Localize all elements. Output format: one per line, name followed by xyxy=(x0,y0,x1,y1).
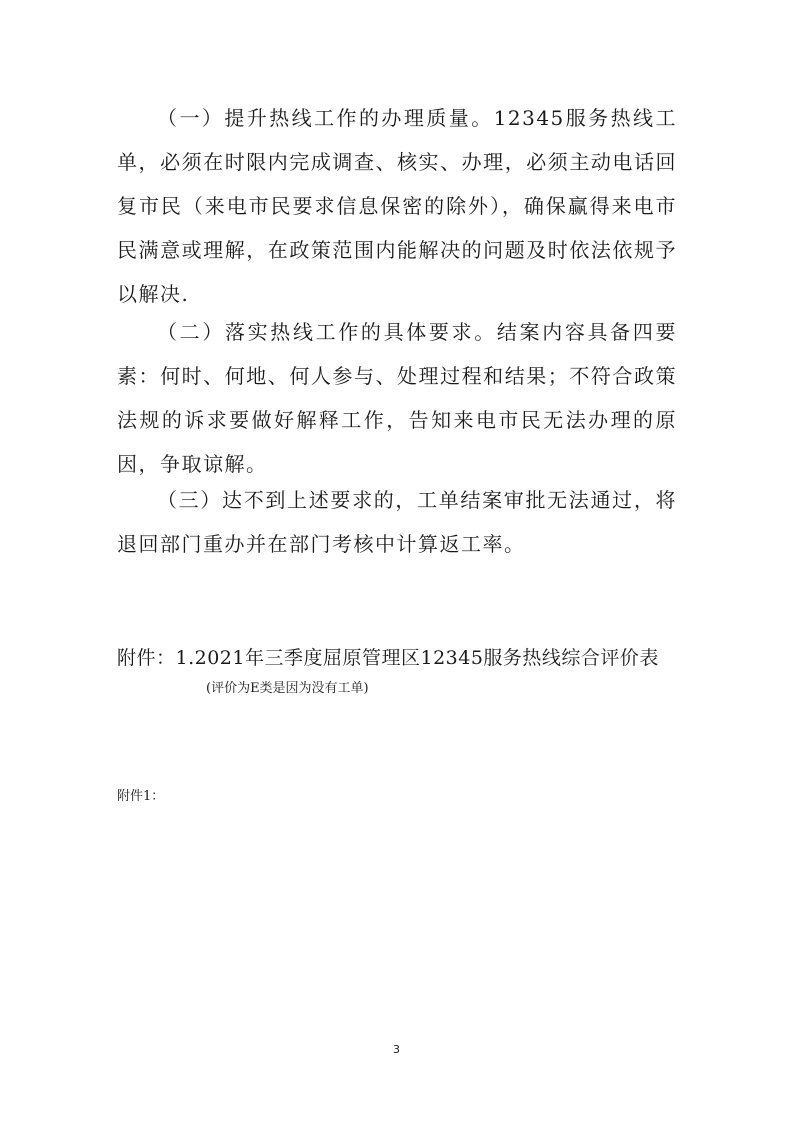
paragraph-3: （三）达不到上述要求的，工单结案审批无法通过，将退回部门重办并在部门考核中计算返工率。 xyxy=(117,488,677,556)
attachment-label: 附件1： xyxy=(117,789,165,804)
paragraph-2: （二）落实热线工作的具体要求。结案内容具备四要素：何时、何地、何人参与、处理过程和结果；不符合政策法规的诉求要做好解释工作，告知来电市民无法办理的原因，争取谅解。 xyxy=(117,320,677,476)
paragraph-1: （一）提升热线工作的办理质量。12345服务热线工单，必须在时限内完成调查、核实、办理，必须主动电话回复市民（来电市民要求信息保密的除外），确保赢得来电市民满意或理解，在政策范围内能解决的问题及时依法依规予以解决. xyxy=(117,106,677,306)
attachment-line: 附件：1.2021年三季度屈原管理区12345服务热线综合评价表 xyxy=(117,647,659,669)
page-number: 3 xyxy=(393,1043,400,1056)
attachment-note: (评价为E类是因为没有工单) xyxy=(206,681,369,696)
